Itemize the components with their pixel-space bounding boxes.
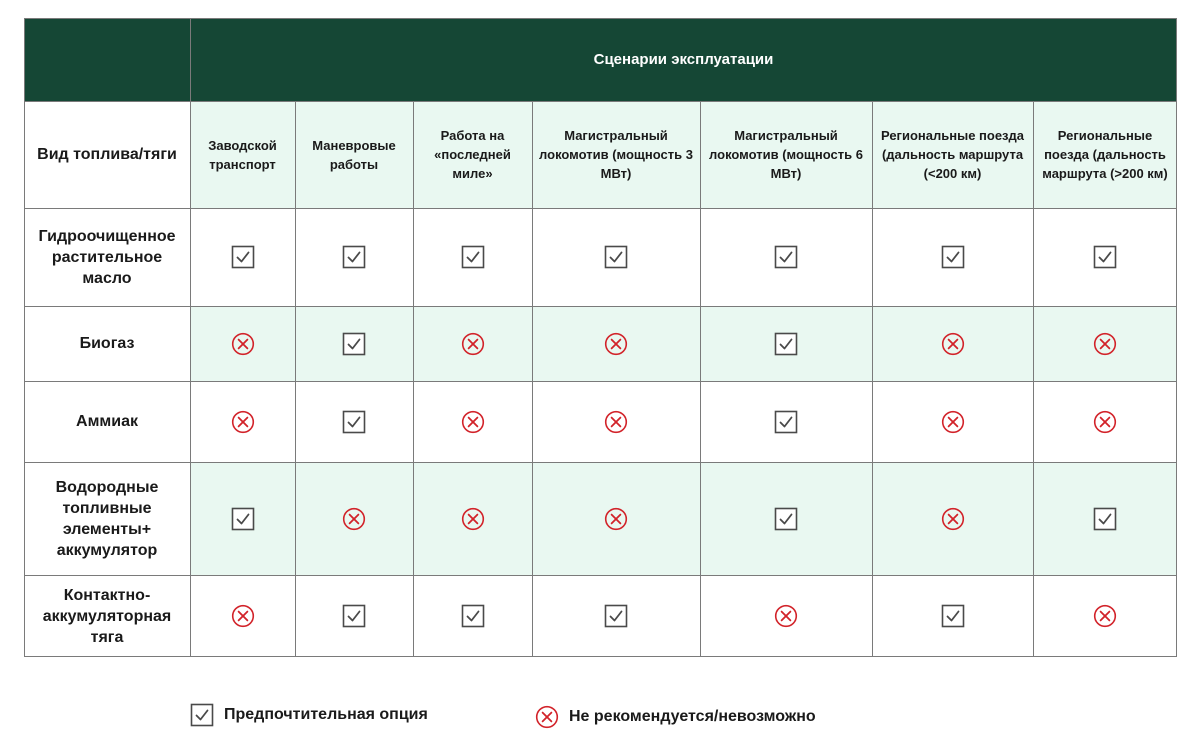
legend-not-recommended-label: Не рекомендуется/невозможно — [569, 708, 816, 725]
column-header-cell — [295, 101, 413, 208]
fuel-cell — [24, 208, 190, 306]
status-cell — [700, 208, 872, 306]
checkbox-checked-icon — [774, 507, 798, 531]
checkbox-checked-icon — [231, 245, 255, 269]
checkbox-checked-icon — [941, 245, 965, 269]
circle-x-icon — [941, 332, 965, 356]
status-cell — [295, 575, 413, 657]
checkbox-checked-icon — [774, 410, 798, 434]
fuel-name: Водородные топливные элементы+ аккумулятор — [55, 478, 159, 559]
legend-preferred-label: Предпочтительная опция — [224, 706, 428, 723]
circle-x-icon — [1093, 332, 1117, 356]
column-header-cell — [1033, 101, 1177, 208]
status-cell — [190, 381, 295, 462]
fuel-cell — [24, 381, 190, 462]
column-header-cell — [190, 101, 295, 208]
checkbox-checked-icon — [342, 410, 366, 434]
status-cell — [190, 306, 295, 381]
column-header: Магистральный локомотив (мощность 6 МВт) — [709, 128, 863, 181]
circle-x-icon — [342, 507, 366, 531]
status-cell — [872, 306, 1033, 381]
status-cell — [413, 306, 532, 381]
scenarios-title: Сценарии эксплуатации — [190, 18, 1177, 101]
column-header: Маневровые работы — [312, 137, 396, 172]
table-row — [24, 575, 1177, 657]
status-cell — [295, 306, 413, 381]
status-cell — [872, 462, 1033, 575]
status-cell — [532, 575, 700, 657]
status-cell — [700, 575, 872, 657]
checkbox-checked-icon — [461, 245, 485, 269]
circle-x-icon — [461, 507, 485, 531]
checkbox-checked-icon — [604, 604, 628, 628]
fuel-column-header-cell — [24, 101, 190, 208]
status-cell — [295, 208, 413, 306]
table-row — [24, 306, 1177, 381]
circle-x-icon — [1093, 410, 1117, 434]
status-cell — [1033, 381, 1177, 462]
checkbox-checked-icon — [941, 604, 965, 628]
column-header-cell — [700, 101, 872, 208]
circle-x-icon — [604, 507, 628, 531]
circle-x-icon — [461, 332, 485, 356]
status-cell — [532, 462, 700, 575]
column-header: Региональные поезда (дальность маршрута (<200 км) — [880, 128, 1025, 181]
column-header-row — [24, 101, 1177, 208]
status-cell — [295, 381, 413, 462]
column-header-cell — [413, 101, 532, 208]
status-cell — [872, 575, 1033, 657]
status-cell — [532, 381, 700, 462]
fuel-column-header: Вид топлива/тяги — [37, 146, 177, 163]
fuel-cell — [24, 575, 190, 657]
status-cell — [532, 306, 700, 381]
circle-x-icon — [1093, 604, 1117, 628]
status-cell — [532, 208, 700, 306]
status-cell — [413, 462, 532, 575]
circle-x-icon — [941, 507, 965, 531]
checkbox-checked-icon — [1093, 507, 1117, 531]
status-cell — [700, 306, 872, 381]
circle-x-icon — [231, 604, 255, 628]
fuel-scenarios-table — [24, 18, 1177, 657]
checkbox-checked-icon — [190, 703, 214, 727]
status-cell — [872, 381, 1033, 462]
circle-x-icon — [231, 410, 255, 434]
status-cell — [295, 462, 413, 575]
status-cell — [1033, 208, 1177, 306]
circle-x-icon — [774, 604, 798, 628]
checkbox-checked-icon — [342, 245, 366, 269]
fuel-cell — [24, 462, 190, 575]
legend-not-recommended — [535, 705, 816, 729]
header-corner — [24, 18, 190, 101]
status-cell — [1033, 575, 1177, 657]
checkbox-checked-icon — [342, 332, 366, 356]
status-cell — [872, 208, 1033, 306]
circle-x-icon — [604, 332, 628, 356]
column-header-cell — [872, 101, 1033, 208]
status-cell — [190, 208, 295, 306]
checkbox-checked-icon — [342, 604, 366, 628]
column-header: Региональные поезда (дальность маршрута (>200 км) — [1042, 128, 1168, 181]
fuel-name: Биогаз — [79, 335, 135, 352]
checkbox-checked-icon — [1093, 245, 1117, 269]
circle-x-icon — [535, 705, 559, 729]
table-row — [24, 462, 1177, 575]
legend-preferred — [190, 703, 428, 727]
status-cell — [190, 575, 295, 657]
circle-x-icon — [941, 410, 965, 434]
table-row — [24, 208, 1177, 306]
checkbox-checked-icon — [774, 245, 798, 269]
checkbox-checked-icon — [604, 245, 628, 269]
column-header: Работа на «последней миле» — [434, 128, 511, 181]
status-cell — [1033, 306, 1177, 381]
status-cell — [413, 208, 532, 306]
checkbox-checked-icon — [774, 332, 798, 356]
circle-x-icon — [231, 332, 255, 356]
status-cell — [413, 381, 532, 462]
fuel-name: Гидроочищенное растительное масло — [38, 227, 176, 287]
status-cell — [700, 381, 872, 462]
column-header-cell — [532, 101, 700, 208]
fuel-name: Контактно-аккумуляторная тяга — [42, 586, 172, 646]
status-cell — [1033, 462, 1177, 575]
circle-x-icon — [461, 410, 485, 434]
status-cell — [700, 462, 872, 575]
fuel-name: Аммиак — [76, 413, 138, 430]
column-header: Магистральный локомотив (мощность 3 МВт) — [539, 128, 693, 181]
status-cell — [413, 575, 532, 657]
circle-x-icon — [604, 410, 628, 434]
checkbox-checked-icon — [231, 507, 255, 531]
column-header: Заводской транспорт — [208, 137, 277, 172]
table-row — [24, 381, 1177, 462]
checkbox-checked-icon — [461, 604, 485, 628]
status-cell — [190, 462, 295, 575]
fuel-cell — [24, 306, 190, 381]
